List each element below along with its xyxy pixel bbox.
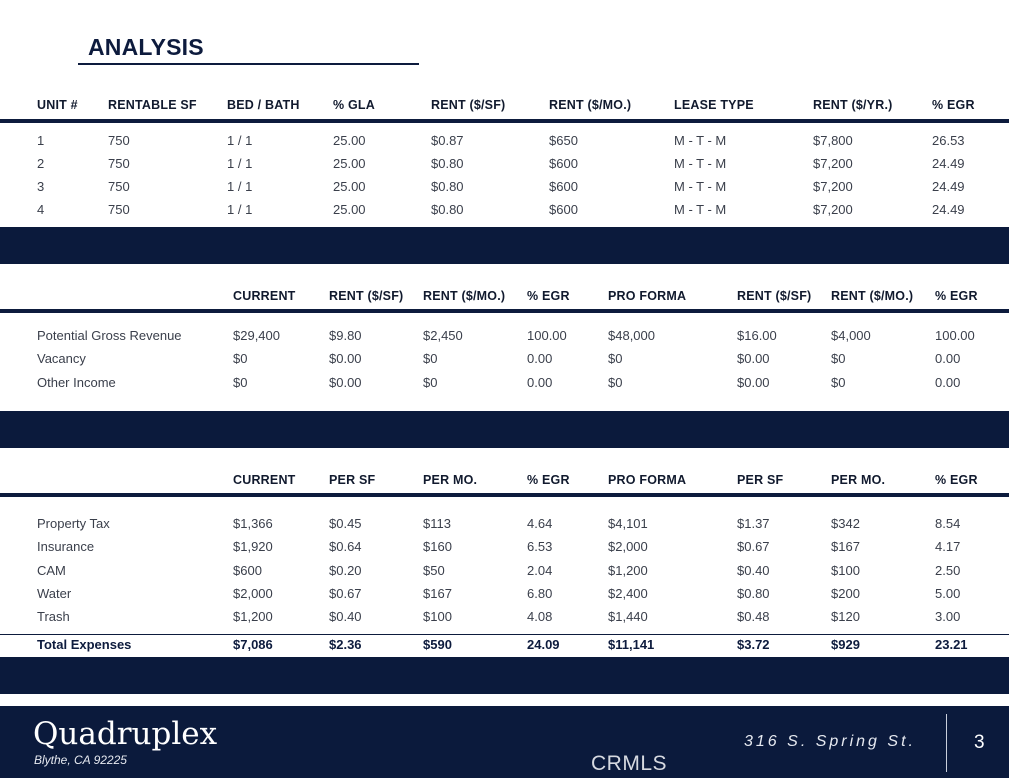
expenses-row-1-col-4: 4.64 <box>527 516 553 531</box>
income-total-band <box>0 411 1009 448</box>
rent-roll-header-col-1: RENTABLE SF <box>108 98 197 112</box>
income-row-1-col-0: Potential Gross Revenue <box>37 328 182 343</box>
expenses-row-2-col-7: $167 <box>831 539 860 554</box>
total-expenses-col-0: Total Expenses <box>37 637 132 652</box>
expenses-row-1-col-5: $4,101 <box>608 516 648 531</box>
rent-roll-row-2-col-2: 1 / 1 <box>227 156 253 171</box>
expenses-row-1-col-3: $113 <box>423 516 451 531</box>
income-row-2-col-2: $0.00 <box>329 351 362 366</box>
income-row-3-col-6: $0.00 <box>737 375 770 390</box>
rent-roll-row-1-col-3: 25.00 <box>333 133 366 148</box>
expenses-row-3-col-2: $0.20 <box>329 563 362 578</box>
rent-roll-row-3-col-3: 25.00 <box>333 179 366 194</box>
expenses-row-3-col-1: $600 <box>233 563 262 578</box>
property-address: 316 S. Spring St. <box>744 733 916 750</box>
total-expenses-col-8: 23.21 <box>935 637 968 652</box>
expenses-header-col-4: % EGR <box>527 473 570 487</box>
expenses-row-5-col-0: Trash <box>37 609 70 624</box>
expenses-row-1-col-7: $342 <box>831 516 860 531</box>
income-row-3-col-3: $0 <box>423 375 438 390</box>
rent-roll-row-2-col-3: 25.00 <box>333 156 366 171</box>
total-expenses-col-2: $2.36 <box>329 637 362 652</box>
expenses-row-3-col-5: $1,200 <box>608 563 648 578</box>
total-expenses-col-6: $3.72 <box>737 637 770 652</box>
expenses-row-4-col-8: 5.00 <box>935 586 961 601</box>
title-underline <box>78 63 419 65</box>
income-row-2-col-6: $0.00 <box>737 351 770 366</box>
page-number: 3 <box>974 732 985 753</box>
expenses-row-4-col-1: $2,000 <box>233 586 273 601</box>
income-header-col-5: PRO FORMA <box>608 289 687 303</box>
rent-roll-row-4-col-5: $600 <box>549 202 578 217</box>
income-row-1-col-1: $29,400 <box>233 328 280 343</box>
expenses-header-col-2: PER SF <box>329 473 376 487</box>
expenses-row-2-col-5: $2,000 <box>608 539 648 554</box>
rent-roll-row-1-col-5: $650 <box>549 133 578 148</box>
expenses-row-5-col-3: $100 <box>423 609 452 624</box>
rent-roll-row-3-col-5: $600 <box>549 179 578 194</box>
expenses-header-col-6: PER SF <box>737 473 784 487</box>
rent-roll-row-4-col-7: $7,200 <box>813 202 853 217</box>
expenses-row-2-col-3: $160 <box>423 539 452 554</box>
expenses-row-4-col-4: 6.80 <box>527 586 553 601</box>
rent-roll-row-3-col-1: 750 <box>108 179 130 194</box>
expenses-row-5-col-4: 4.08 <box>527 609 553 624</box>
rent-roll-header-col-4: RENT ($/SF) <box>431 98 506 112</box>
footer-divider <box>946 714 947 772</box>
income-row-2-col-7: $0 <box>831 351 846 366</box>
rent-roll-row-4-col-8: 24.49 <box>932 202 965 217</box>
expenses-row-1-col-2: $0.45 <box>329 516 362 531</box>
expenses-row-3-col-0: CAM <box>37 563 66 578</box>
rent-roll-header-col-5: RENT ($/MO.) <box>549 98 632 112</box>
rent-roll-row-3-col-6: M - T - M <box>674 179 727 194</box>
expenses-row-5-col-1: $1,200 <box>233 609 273 624</box>
expenses-row-2-col-4: 6.53 <box>527 539 553 554</box>
income-row-2-col-8: 0.00 <box>935 351 961 366</box>
rent-roll-header-col-0: UNIT # <box>37 98 78 112</box>
income-row-1-col-3: $2,450 <box>423 328 463 343</box>
rent-roll-row-4-col-4: $0.80 <box>431 202 464 217</box>
rent-roll-row-1-col-0: 1 <box>37 133 45 148</box>
expenses-header-col-1: CURRENT <box>233 473 296 487</box>
income-row-2-col-0: Vacancy <box>37 351 86 366</box>
rent-roll-header-col-6: LEASE TYPE <box>674 98 754 112</box>
expenses-row-1-col-6: $1.37 <box>737 516 770 531</box>
total-expenses-col-3: $590 <box>423 637 452 652</box>
income-row-3-col-8: 0.00 <box>935 375 961 390</box>
income-row-1-col-5: $48,000 <box>608 328 655 343</box>
rent-roll-row-4-col-0: 4 <box>37 202 45 217</box>
income-row-1-col-2: $9.80 <box>329 328 362 343</box>
total-expenses-col-1: $7,086 <box>233 637 273 652</box>
income-header-rule <box>0 309 1009 313</box>
rent-roll-row-1-col-1: 750 <box>108 133 130 148</box>
expenses-row-2-col-2: $0.64 <box>329 539 362 554</box>
expenses-row-2-col-6: $0.67 <box>737 539 770 554</box>
income-row-3-col-0: Other Income <box>37 375 116 390</box>
rent-roll-row-4-col-6: M - T - M <box>674 202 727 217</box>
rent-roll-row-2-col-6: M - T - M <box>674 156 727 171</box>
rent-roll-row-3-col-0: 3 <box>37 179 45 194</box>
brand-name: Quadruplex <box>33 716 218 752</box>
rent-roll-row-3-col-2: 1 / 1 <box>227 179 253 194</box>
rent-roll-row-1-col-8: 26.53 <box>932 133 965 148</box>
expenses-row-5-col-8: 3.00 <box>935 609 961 624</box>
expenses-row-4-col-6: $0.80 <box>737 586 770 601</box>
income-row-3-col-4: 0.00 <box>527 375 553 390</box>
income-row-2-col-1: $0 <box>233 351 248 366</box>
expenses-row-2-col-1: $1,920 <box>233 539 273 554</box>
brand-city: Blythe, CA 92225 <box>34 753 127 767</box>
expenses-row-5-col-7: $120 <box>831 609 860 624</box>
rent-roll-row-2-col-1: 750 <box>108 156 130 171</box>
expenses-row-5-col-6: $0.48 <box>737 609 770 624</box>
expenses-row-3-col-8: 2.50 <box>935 563 961 578</box>
rent-roll-row-3-col-4: $0.80 <box>431 179 464 194</box>
watermark: CRMLS <box>591 752 668 775</box>
rent-roll-header-col-7: RENT ($/YR.) <box>813 98 893 112</box>
rent-roll-row-1-col-4: $0.87 <box>431 133 464 148</box>
rent-roll-row-3-col-7: $7,200 <box>813 179 853 194</box>
rent-roll-row-4-col-2: 1 / 1 <box>227 202 253 217</box>
expenses-row-1-col-8: 8.54 <box>935 516 961 531</box>
expenses-row-3-col-7: $100 <box>831 563 860 578</box>
rent-roll-header-col-8: % EGR <box>932 98 975 112</box>
expenses-row-1-col-1: $1,366 <box>233 516 273 531</box>
income-row-2-col-4: 0.00 <box>527 351 553 366</box>
expenses-row-4-col-3: $167 <box>423 586 452 601</box>
rent-roll-row-2-col-4: $0.80 <box>431 156 464 171</box>
rent-roll-row-2-col-0: 2 <box>37 156 45 171</box>
rent-roll-row-2-col-7: $7,200 <box>813 156 853 171</box>
income-row-1-col-6: $16.00 <box>737 328 777 343</box>
expenses-row-4-col-5: $2,400 <box>608 586 648 601</box>
rent-roll-row-3-col-8: 24.49 <box>932 179 965 194</box>
income-header-col-8: % EGR <box>935 289 978 303</box>
expenses-total-rule <box>0 634 1009 635</box>
rent-roll-total-band <box>0 227 1009 264</box>
expenses-row-4-col-2: $0.67 <box>329 586 362 601</box>
income-row-1-col-7: $4,000 <box>831 328 871 343</box>
expenses-header-rule <box>0 493 1009 497</box>
total-expenses-col-4: 24.09 <box>527 637 560 652</box>
income-row-3-col-5: $0 <box>608 375 623 390</box>
expenses-header-col-5: PRO FORMA <box>608 473 687 487</box>
income-row-3-col-2: $0.00 <box>329 375 362 390</box>
expenses-row-3-col-4: 2.04 <box>527 563 553 578</box>
expenses-row-4-col-0: Water <box>37 586 72 601</box>
expenses-row-1-col-0: Property Tax <box>37 516 110 531</box>
expenses-row-3-col-3: $50 <box>423 563 445 578</box>
rent-roll-row-2-col-5: $600 <box>549 156 578 171</box>
expenses-row-2-col-8: 4.17 <box>935 539 961 554</box>
expenses-header-col-3: PER MO. <box>423 473 478 487</box>
rent-roll-row-2-col-8: 24.49 <box>932 156 965 171</box>
income-header-col-2: RENT ($/SF) <box>329 289 404 303</box>
income-row-3-col-7: $0 <box>831 375 846 390</box>
income-row-3-col-1: $0 <box>233 375 248 390</box>
noi-band <box>0 657 1009 694</box>
rent-roll-row-1-col-7: $7,800 <box>813 133 853 148</box>
income-header-col-6: RENT ($/SF) <box>737 289 812 303</box>
income-header-col-1: CURRENT <box>233 289 296 303</box>
rent-roll-header-rule <box>0 119 1009 123</box>
rent-roll-row-1-col-2: 1 / 1 <box>227 133 253 148</box>
income-row-1-col-8: 100.00 <box>935 328 975 343</box>
expenses-row-5-col-5: $1,440 <box>608 609 648 624</box>
expenses-row-3-col-6: $0.40 <box>737 563 770 578</box>
income-header-col-3: RENT ($/MO.) <box>423 289 506 303</box>
total-expenses-col-5: $11,141 <box>608 637 655 652</box>
expenses-row-2-col-0: Insurance <box>37 539 95 554</box>
income-row-1-col-4: 100.00 <box>527 328 567 343</box>
expenses-row-5-col-2: $0.40 <box>329 609 362 624</box>
page-title: ANALYSIS <box>88 34 204 60</box>
rent-roll-row-4-col-1: 750 <box>108 202 130 217</box>
rent-roll-row-4-col-3: 25.00 <box>333 202 366 217</box>
income-header-col-4: % EGR <box>527 289 570 303</box>
income-header-col-7: RENT ($/MO.) <box>831 289 914 303</box>
rent-roll-header-col-2: BED / BATH <box>227 98 300 112</box>
expenses-header-col-7: PER MO. <box>831 473 886 487</box>
expenses-header-col-8: % EGR <box>935 473 978 487</box>
income-row-2-col-5: $0 <box>608 351 623 366</box>
rent-roll-header-col-3: % GLA <box>333 98 375 112</box>
expenses-row-4-col-7: $200 <box>831 586 860 601</box>
income-row-2-col-3: $0 <box>423 351 438 366</box>
rent-roll-row-1-col-6: M - T - M <box>674 133 727 148</box>
total-expenses-col-7: $929 <box>831 637 860 652</box>
